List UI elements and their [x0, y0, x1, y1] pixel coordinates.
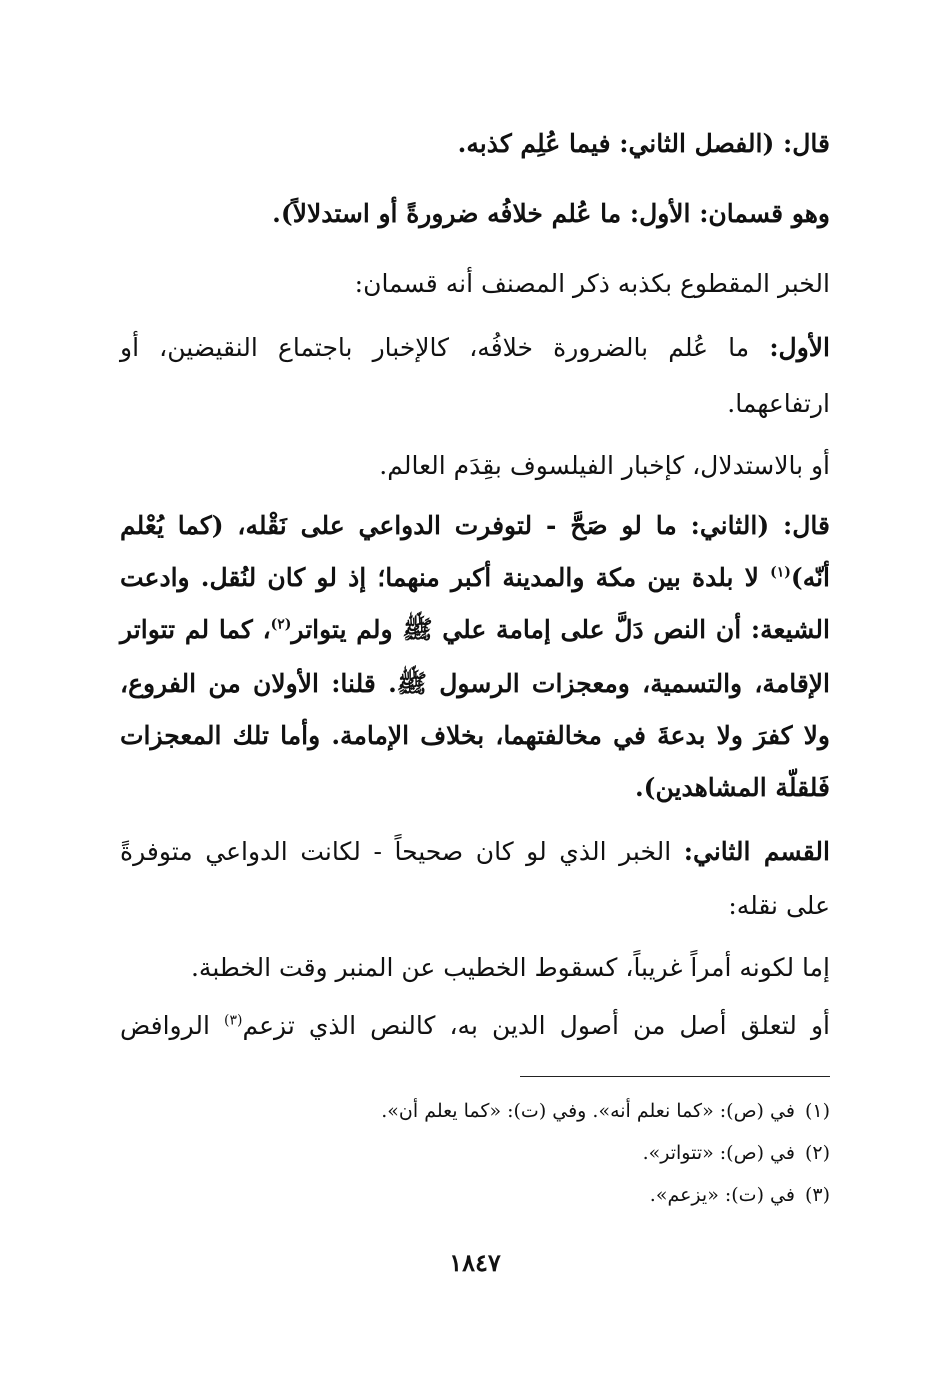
commentary-line — [379, 446, 830, 486]
text-span — [120, 615, 830, 644]
text-span: أنّه) — [790, 563, 830, 592]
footnote-1 — [381, 1096, 830, 1126]
commentary-line — [727, 384, 830, 424]
text-span: ، كما لم تتواتر — [120, 615, 271, 644]
footnote-marker: (٢) — [270, 616, 292, 633]
quote-line — [120, 664, 830, 704]
footnote-divider — [520, 1076, 830, 1077]
footnote-number: (١) — [804, 1100, 830, 1122]
quote-line — [120, 558, 830, 598]
text-span: الخبر المقطوع بكذبه ذكر المصنف أنه قسمان: — [354, 269, 830, 298]
bold-heading: القسم الثاني: — [683, 837, 830, 866]
commentary-line — [355, 264, 830, 304]
text-span — [120, 837, 830, 866]
text-span: قال: (الثاني: ما لو صَحَّ - لتوفرت الدواعي على نَقْله، (كما يُعْلم — [120, 511, 830, 540]
text-span: ما عُلم بالضرورة خلافُه، كالإخبار باجتماع النقيضين، أو — [120, 333, 770, 362]
text-span: أو لتعلق أصل من أصول الدين به، كالنص الذي تزعم — [242, 1011, 830, 1040]
text-span: فَلقلّة المشاهدين). — [634, 773, 830, 802]
text-span — [120, 1011, 830, 1040]
footnote-3 — [650, 1180, 830, 1210]
footnote-marker: (١) — [770, 564, 791, 581]
footnote-2 — [643, 1138, 830, 1168]
text-span: الخبر الذي لو كان صحيحاً - لكانت الدواعي متوفرةً — [120, 837, 684, 866]
quote-line — [120, 610, 830, 650]
text-span: الإقامة، والتسمية، ومعجزات الرسول ﷺ. قلنا: الأولان من الفروع، — [120, 669, 830, 698]
commentary-line — [191, 948, 830, 988]
text-span: الشيعة: أن النص دَلَّ على إمامة علي ﷺ ولم يتواتر — [291, 615, 830, 644]
footnote-marker: (٣) — [224, 1012, 243, 1029]
text-span: قال: (الفصل الثاني: فيما عُلِم كذبه. — [457, 129, 830, 158]
text-span: لا بلدة بين مكة والمدينة أكبر منهما؛ إذ لو كان لنُقل. وادعت — [120, 563, 771, 592]
bold-heading: الأول: — [769, 333, 830, 362]
quote-line — [120, 506, 830, 546]
footnote-number: (٢) — [804, 1142, 830, 1164]
page-number: ١٨٤٧ — [449, 1248, 501, 1277]
commentary-line — [728, 886, 830, 926]
footnote-text: في (ت): «يزعم». — [649, 1184, 795, 1206]
text-span: إما لكونه أمراً غريباً، كسقوط الخطيب عن المنبر وقت الخطبة. — [190, 953, 830, 982]
footnote-number: (٣) — [804, 1184, 830, 1206]
text-span: أو بالاستدلال، كإخبار الفيلسوف بقِدَم العالم. — [379, 451, 830, 480]
quote-line-chapter-title — [458, 124, 830, 164]
text-span — [120, 563, 830, 592]
text-span — [120, 333, 830, 362]
text-span: وهو قسمان: الأول: ما عُلم خلافُه ضرورةً أو استدلالاً). — [272, 199, 830, 228]
quote-line — [635, 768, 830, 808]
footnote-text: في (ص): «تتواتر». — [642, 1142, 795, 1164]
quote-line — [120, 716, 830, 756]
footnote-text: في (ص): «كما نعلم أنه». وفي (ت): «كما يعلم أن». — [381, 1100, 795, 1122]
text-span: ارتفاعهما. — [727, 389, 830, 418]
commentary-line-second-part — [120, 832, 830, 872]
text-span: الروافض — [120, 1011, 224, 1040]
text-span: على نقله: — [728, 891, 830, 920]
quote-line-two-parts — [272, 194, 830, 234]
commentary-line — [120, 1006, 830, 1046]
commentary-line-first-part — [120, 328, 830, 368]
text-span: ولا كفرَ ولا بدعةَ في مخالفتهما، بخلاف الإمامة. وأما تلك المعجزات — [120, 721, 830, 750]
